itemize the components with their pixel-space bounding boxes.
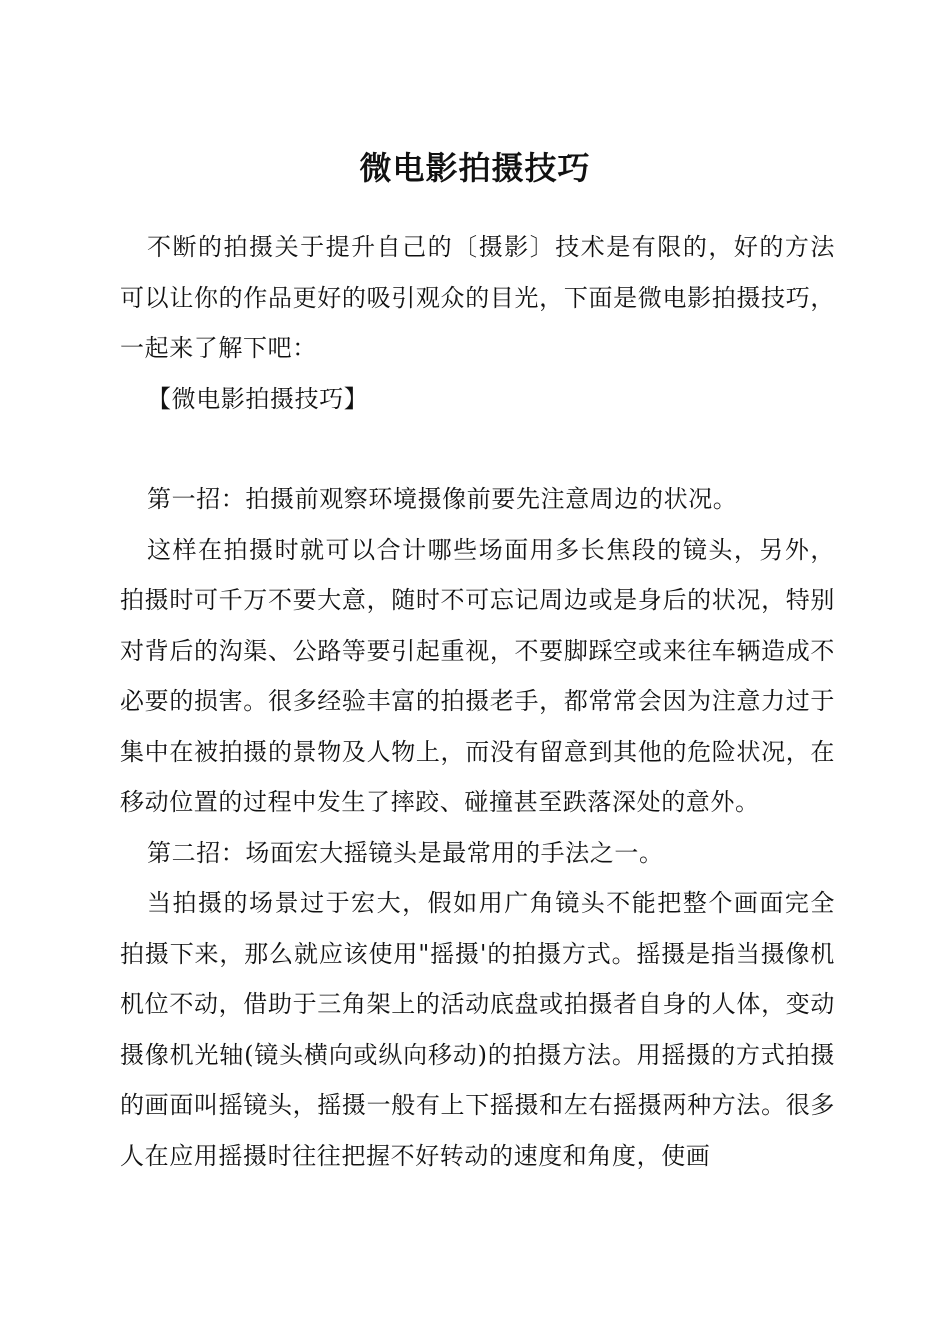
intro-paragraph: 不断的拍摄关于提升自己的〔摄影〕技术是有限的，好的方法可以让你的作品更好的吸引观众的目光，下面是微电影拍摄技巧，一起来了解下吧：: [120, 233, 835, 362]
paragraph-tip-1-body: 这样在拍摄时就可以合计哪些场面用多长焦段的镜头，另外，拍摄时可千万不要大意，随时不可忘记周边或是身后的状况，特别对背后的沟渠、公路等要引起重视，不要脚踩空或来往车辆造成不必要的损害。很多经验丰富的拍摄老手，都常常会因为注意力过于集中在被拍摄的景物及人物上，而没有留意到其他的危险状况，在移动位置的过程中发生了摔跤、碰撞甚至跌落深处的意外。: [120, 535, 835, 816]
paragraph-tip-2-heading: 第二招：场面宏大摇镜头是最常用的手法之一。: [147, 838, 664, 867]
paragraph-tip-1-heading: 第一招：拍摄前观察环境摄像前要先注意周边的状况。: [147, 485, 738, 513]
paragraph-tip-2-body: 当拍摄的场景过于宏大，假如用广角镜头不能把整个画面完全拍摄下来，那么就应该使用"摇摄'的拍摄方式。摇摄是指当摄像机机位不动，借助于三角架上的活动底盘或拍摄者自身的人体，变动摄像机光轴(镜头横向或纵向移动)的拍摄方法。用摇摄的方式拍摄的画面叫摇镜头，摇摄一般有上下摇摄和左右摇摄两种方法。很多人在应用摇摄时往往把握不好转动的速度和角度，使画: [120, 889, 835, 1170]
document-body: [120, 222, 835, 1181]
section-heading: 【微电影拍摄技巧】: [147, 384, 369, 413]
document-title: 微电影拍摄技巧: [359, 149, 591, 187]
